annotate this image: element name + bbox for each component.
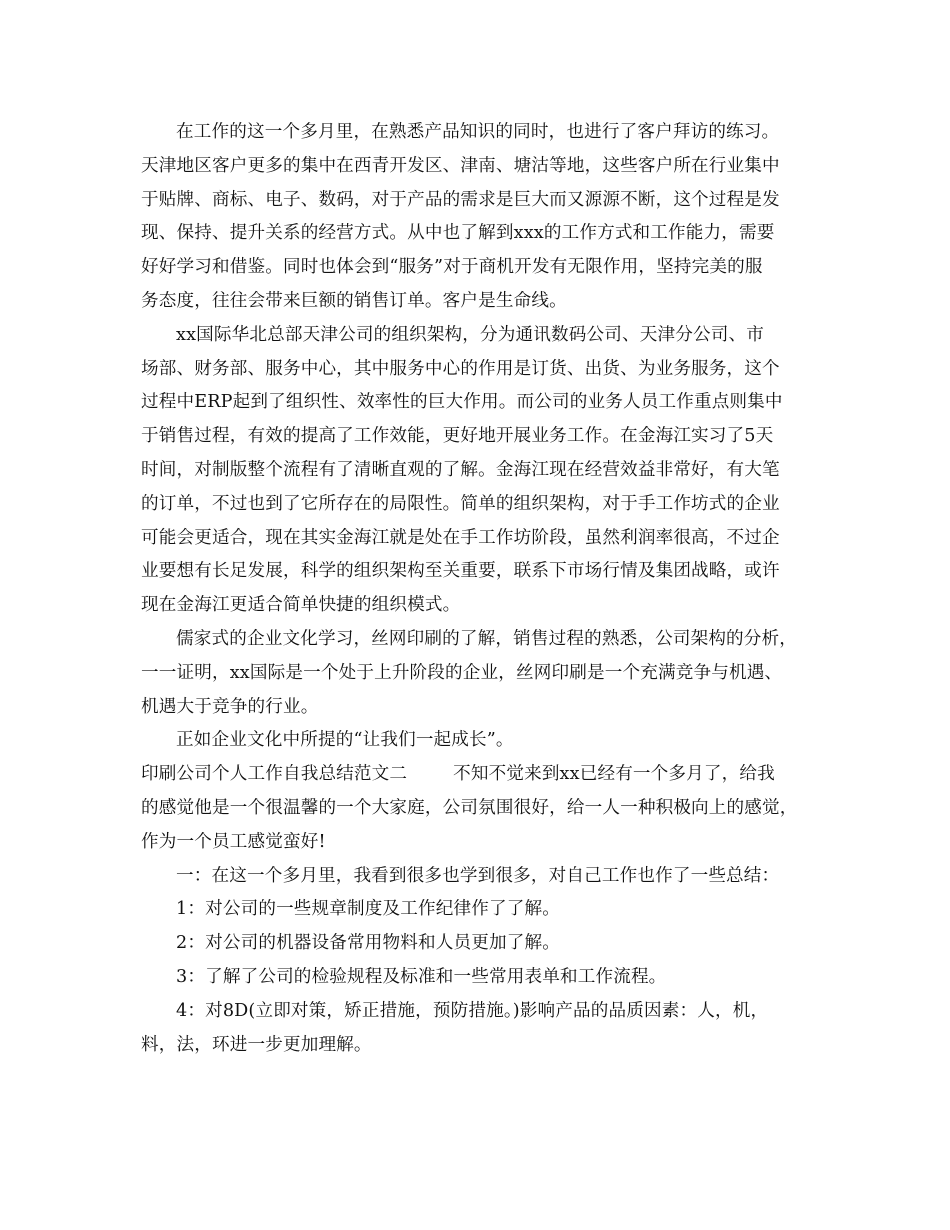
text-line: 时间，对制版整个流程有了清晰直观的了解。金海江现在经营效益非常好，有大笔 bbox=[141, 459, 780, 480]
text-line: 现在金海江更适合简单快捷的组织模式。 bbox=[141, 595, 461, 616]
text-line: 现、保持、提升关系的经营方式。从中也了解到xxx的工作方式和工作能力，需要 bbox=[141, 223, 775, 244]
document-body bbox=[141, 116, 831, 1062]
text-line: 场部、财务部、服务中心，其中服务中心的作用是订货、出货、为业务服务，这个 bbox=[141, 358, 780, 379]
text-line: xx国际华北总部天津公司的组织架构，分为通讯数码公司、天津分公司、市 bbox=[176, 324, 764, 345]
text-line: 在工作的这一个多月里，在熟悉产品知识的同时，也进行了客户拜访的练习。 bbox=[176, 122, 780, 142]
text-line: 于贴牌、商标、电子、数码，对于产品的需求是巨大而又源源不断，这个过程是发 bbox=[141, 189, 780, 210]
text-line: 于销售过程，有效的提高了工作效能，更好地开展业务工作。在金海江实习了5天 bbox=[141, 426, 774, 447]
text-line: 3：了解了公司的检验规程及标准和一些常用表单和工作流程。 bbox=[176, 966, 667, 987]
text-line: 天津地区客户更多的集中在西青开发区、津南、塘沽等地，这些客户所在行业集中 bbox=[141, 155, 780, 176]
text-line: 的感觉他是一个很温馨的一个大家庭，公司氛围很好，给一人一种积极向上的感觉， bbox=[141, 797, 798, 818]
text-line: 2：对公司的机器设备常用物料和人员更加了解。 bbox=[176, 933, 560, 954]
text-line: 过程中ERP起到了组织性、效率性的巨大作用。而公司的业务人员工作重点则集中 bbox=[141, 392, 783, 413]
text-line: 务态度，往往会带来巨额的销售订单。客户是生命线。 bbox=[141, 290, 567, 311]
text-line: 儒家式的企业文化学习，丝网印刷的了解，销售过程的熟悉，公司架构的分析， bbox=[176, 628, 798, 649]
text-line: 的订单，不过也到了它所存在的局限性。简单的组织架构，对于手工作坊式的企业 bbox=[141, 493, 780, 514]
text-line: 4：对8D(立即对策，矫正措施，预防措施。)影响产品的品质因素：人，机， bbox=[176, 1000, 769, 1021]
text-line: 印刷公司个人工作自我总结范文二 不知不觉来到xx已经有一个多月了，给我 bbox=[141, 764, 775, 785]
text-line: 好好学习和借鉴。同时也体会到“服务”对于商机开发有无限作用，坚持完美的服 bbox=[141, 257, 763, 278]
text-line: 料，法，环进一步更加理解。 bbox=[141, 1034, 372, 1055]
text-line: 可能会更适合，现在其实金海江就是处在手工作坊阶段，虽然利润率很高，不过企 bbox=[141, 527, 780, 548]
text-line: 1：对公司的一些规章制度及工作纪律作了了解。 bbox=[176, 899, 560, 920]
text-line: 一一证明，xx国际是一个处于上升阶段的企业，丝网印刷是一个充满竞争与机遇、 bbox=[141, 662, 783, 683]
text-line: 机遇大于竞争的行业。 bbox=[141, 696, 319, 717]
text-line: 正如企业文化中所提的“让我们一起成长”。 bbox=[176, 730, 514, 751]
text-line: 作为一个员工感觉蛮好! bbox=[141, 831, 326, 852]
text-line: 一：在这一个多月里，我看到很多也学到很多，对自己工作也作了一些总结： bbox=[176, 865, 780, 886]
text-line: 业要想有长足发展，科学的组织架构至关重要，联系下市场行情及集团战略，或许 bbox=[141, 561, 780, 582]
